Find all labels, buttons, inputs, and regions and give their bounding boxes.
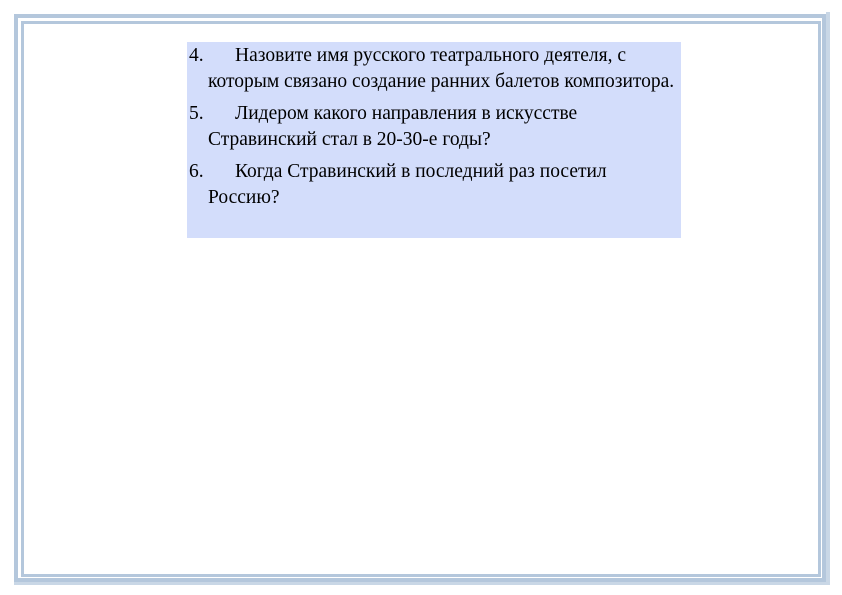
frame-shadow-bottom — [14, 582, 830, 585]
question-text: Когда Стравинский в последний раз посетил Россию? — [208, 161, 607, 208]
frame-shadow-right — [826, 12, 830, 584]
question-number: 6. — [189, 161, 204, 182]
question-box — [187, 42, 681, 238]
question-text: Лидером какого направления в искусстве Стравинский стал в 20-30-е годы? — [208, 103, 578, 150]
question-list — [187, 43, 681, 211]
question-text: Назовите имя русского театрального деятеля, с которым связано создание ранних балетов композитора. — [208, 45, 675, 92]
question-item — [187, 159, 681, 211]
question-item — [187, 101, 681, 153]
question-number: 5. — [189, 103, 204, 124]
question-item — [187, 43, 681, 95]
question-number: 4. — [189, 45, 204, 66]
